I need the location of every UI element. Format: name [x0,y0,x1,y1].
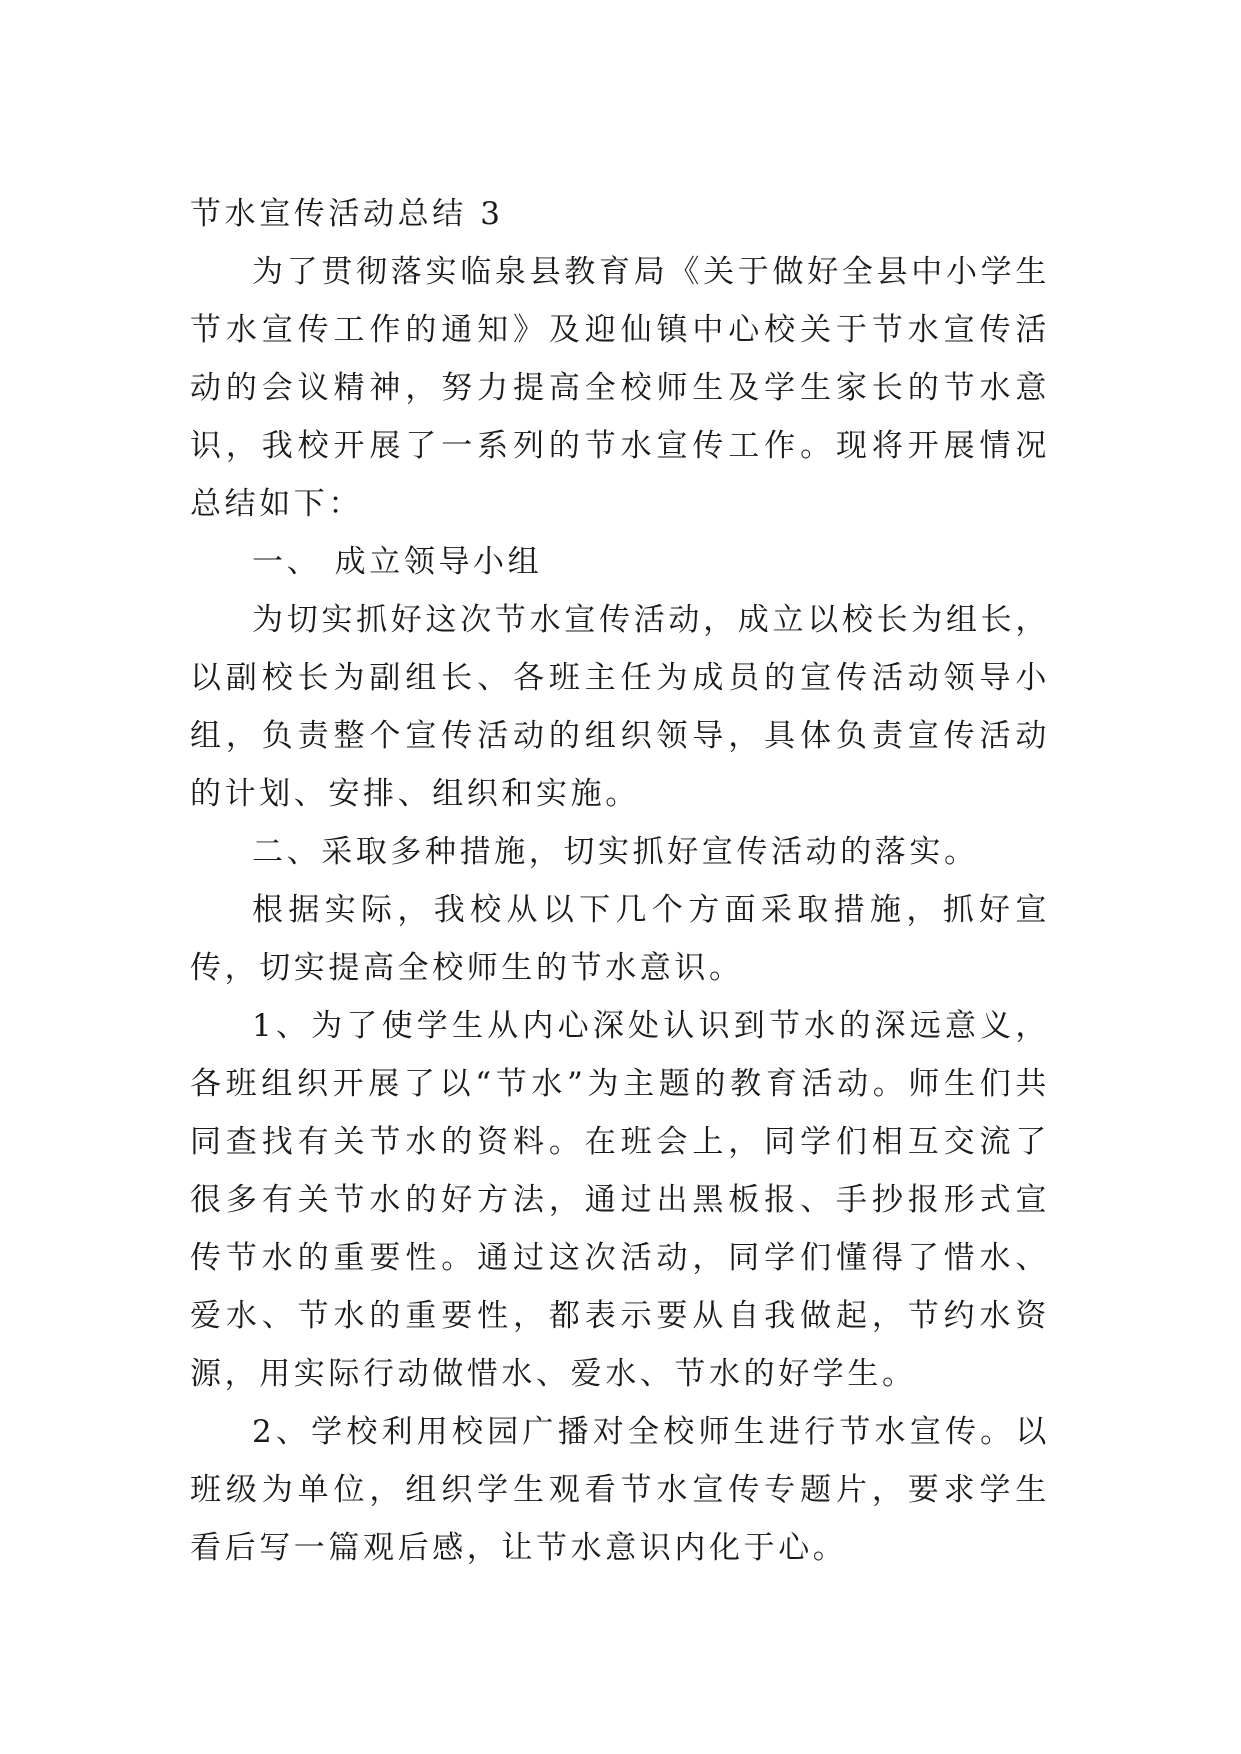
paragraph-item-1: 1、为了使学生从内心深处认识到节水的深远意义，各班组织开展了以“节水”为主题的教育活动。师生们共同查找有关节水的资料。在班会上，同学们相互交流了很多有关节水的好方法，通过出黑板报、手抄报形式宣传节水的重要性。通过这次活动，同学们懂得了惜水、爱水、节水的重要性，都表示要从自我做起，节约水资源，用实际行动做惜水、爱水、节水的好学生。 [190,1008,1050,1392]
paragraph-item-2: 2、学校利用校园广播对全校师生进行节水宣传。以班级为单位，组织学生观看节水宣传专题片，要求学生看后写一篇观后感，让节水意识内化于心。 [190,1414,1050,1566]
paragraph-intro: 为了贯彻落实临泉县教育局《关于做好全县中小学生节水宣传工作的通知》及迎仙镇中心校关于节水宣传活动的会议精神，努力提高全校师生及学生家长的节水意识，我校开展了一系列的节水宣传工作。现将开展情况总结如下： [190,254,1050,522]
paragraph-measures: 根据实际，我校从以下几个方面采取措施，抓好宣传，切实提高全校师生的节水意识。 [190,892,1050,986]
document-title: 节水宣传活动总结 3 [190,196,504,232]
document-body [190,185,1050,1577]
section-heading-1: 一、 成立领导小组 [252,544,543,580]
section-heading-2: 二、采取多种措施，切实抓好宣传活动的落实。 [252,834,979,870]
paragraph-leadership: 为切实抓好这次节水宣传活动，成立以校长为组长，以副校长为副组长、各班主任为成员的宣传活动领导小组，负责整个宣传活动的组织领导，具体负责宣传活动的计划、安排、组织和实施。 [190,602,1050,812]
